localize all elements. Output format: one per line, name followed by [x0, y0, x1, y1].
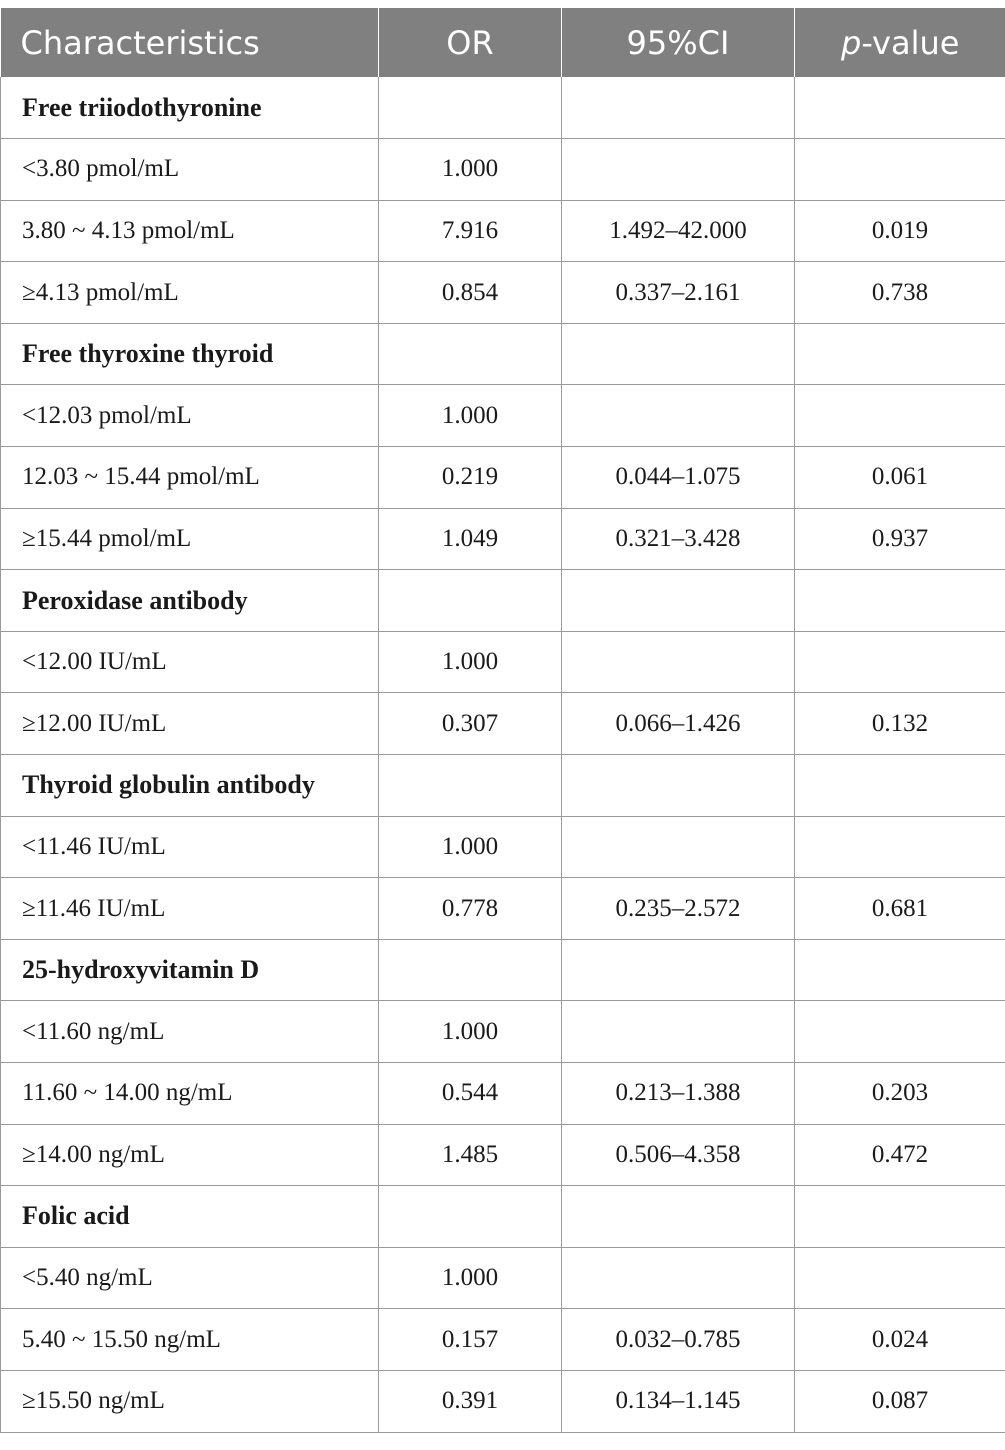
cell-ci [562, 1247, 795, 1309]
cell-p-value: 0.681 [795, 878, 1005, 940]
cell-ci [562, 139, 795, 201]
cell-ci: 0.066–1.426 [562, 693, 795, 755]
cell-or: 1.000 [379, 139, 562, 201]
table-row [1, 693, 1005, 755]
header-characteristics: Characteristics [1, 8, 379, 77]
cell-p-value: 0.132 [795, 693, 1005, 755]
cell-or: 1.485 [379, 1124, 562, 1186]
header-p-italic: p [841, 23, 862, 62]
cell-or: 1.000 [379, 1001, 562, 1063]
cell-p-value [795, 1001, 1005, 1063]
cell-p-value [795, 939, 1005, 1001]
cell-or: 0.778 [379, 878, 562, 940]
cell-ci [562, 755, 795, 817]
cell-ci [562, 385, 795, 447]
cell-ci: 0.134–1.145 [562, 1370, 795, 1432]
header-p-value [795, 8, 1005, 77]
cell-or [379, 323, 562, 385]
cell-characteristic: Free thyroxine thyroid [1, 323, 379, 385]
cell-characteristic: Free triiodothyronine [1, 77, 379, 139]
cell-p-value: 0.024 [795, 1309, 1005, 1371]
cell-p-value: 0.087 [795, 1370, 1005, 1432]
cell-or: 0.307 [379, 693, 562, 755]
table-row [1, 1124, 1005, 1186]
cell-or [379, 77, 562, 139]
cell-characteristic: ≥15.44 pmol/mL [1, 508, 379, 570]
cell-or: 1.000 [379, 631, 562, 693]
header-ci: 95%CI [562, 8, 795, 77]
table-row [1, 816, 1005, 878]
table-header [1, 8, 1005, 77]
cell-ci: 1.492–42.000 [562, 200, 795, 262]
cell-p-value: 0.937 [795, 508, 1005, 570]
cell-ci [562, 570, 795, 632]
cell-p-value [795, 631, 1005, 693]
cell-or [379, 755, 562, 817]
table-row [1, 200, 1005, 262]
cell-characteristic: 5.40 ~ 15.50 ng/mL [1, 1309, 379, 1371]
cell-or: 0.391 [379, 1370, 562, 1432]
table-row [1, 508, 1005, 570]
table-row [1, 878, 1005, 940]
cell-ci [562, 1186, 795, 1248]
group-header-row [1, 77, 1005, 139]
cell-p-value: 0.061 [795, 447, 1005, 509]
cell-p-value [795, 385, 1005, 447]
cell-ci [562, 816, 795, 878]
cell-characteristic: <12.03 pmol/mL [1, 385, 379, 447]
header-row [1, 8, 1005, 77]
cell-or [379, 939, 562, 1001]
cell-p-value [795, 1186, 1005, 1248]
cell-ci [562, 939, 795, 1001]
cell-or: 1.000 [379, 816, 562, 878]
header-p-rest: -value [861, 23, 960, 62]
table-row [1, 1309, 1005, 1371]
cell-p-value: 0.019 [795, 200, 1005, 262]
table-row [1, 1247, 1005, 1309]
cell-ci [562, 77, 795, 139]
cell-ci: 0.337–2.161 [562, 262, 795, 324]
group-header-row [1, 570, 1005, 632]
cell-characteristic: 12.03 ~ 15.44 pmol/mL [1, 447, 379, 509]
group-header-row [1, 939, 1005, 1001]
cell-p-value [795, 570, 1005, 632]
cell-characteristic: ≥12.00 IU/mL [1, 693, 379, 755]
cell-characteristic: 25-hydroxyvitamin D [1, 939, 379, 1001]
group-header-row [1, 755, 1005, 817]
cell-characteristic: <12.00 IU/mL [1, 631, 379, 693]
cell-ci: 0.235–2.572 [562, 878, 795, 940]
cell-ci [562, 631, 795, 693]
cell-or: 1.049 [379, 508, 562, 570]
cell-ci: 0.321–3.428 [562, 508, 795, 570]
cell-or: 7.916 [379, 200, 562, 262]
cell-p-value [795, 139, 1005, 201]
cell-p-value [795, 755, 1005, 817]
cell-ci: 0.044–1.075 [562, 447, 795, 509]
cell-characteristic: <3.80 pmol/mL [1, 139, 379, 201]
cell-characteristic: <5.40 ng/mL [1, 1247, 379, 1309]
cell-p-value [795, 1247, 1005, 1309]
cell-or [379, 570, 562, 632]
cell-or: 0.854 [379, 262, 562, 324]
group-header-row [1, 323, 1005, 385]
group-header-row [1, 1186, 1005, 1248]
cell-ci: 0.032–0.785 [562, 1309, 795, 1371]
cell-or: 0.219 [379, 447, 562, 509]
cell-characteristic: Folic acid [1, 1186, 379, 1248]
cell-characteristic: 3.80 ~ 4.13 pmol/mL [1, 200, 379, 262]
table-row [1, 262, 1005, 324]
cell-or: 0.544 [379, 1063, 562, 1125]
cell-characteristic: ≥14.00 ng/mL [1, 1124, 379, 1186]
cell-characteristic: 11.60 ~ 14.00 ng/mL [1, 1063, 379, 1125]
cell-characteristic: ≥11.46 IU/mL [1, 878, 379, 940]
cell-p-value: 0.472 [795, 1124, 1005, 1186]
table-row [1, 1370, 1005, 1432]
table-row [1, 1063, 1005, 1125]
cell-or [379, 1186, 562, 1248]
table-body [1, 77, 1005, 1432]
cell-characteristic: ≥4.13 pmol/mL [1, 262, 379, 324]
cell-characteristic: <11.46 IU/mL [1, 816, 379, 878]
cell-characteristic: Peroxidase antibody [1, 570, 379, 632]
cell-ci [562, 323, 795, 385]
cell-characteristic: Thyroid globulin antibody [1, 755, 379, 817]
header-or: OR [379, 8, 562, 77]
cell-or: 1.000 [379, 1247, 562, 1309]
cell-p-value [795, 77, 1005, 139]
cell-characteristic: <11.60 ng/mL [1, 1001, 379, 1063]
cell-p-value: 0.738 [795, 262, 1005, 324]
table-row [1, 139, 1005, 201]
cell-or: 1.000 [379, 385, 562, 447]
cell-ci: 0.506–4.358 [562, 1124, 795, 1186]
cell-ci [562, 1001, 795, 1063]
cell-p-value [795, 816, 1005, 878]
table-row [1, 447, 1005, 509]
cell-or: 0.157 [379, 1309, 562, 1371]
cell-ci: 0.213–1.388 [562, 1063, 795, 1125]
cell-p-value [795, 323, 1005, 385]
table-row [1, 1001, 1005, 1063]
table-row [1, 631, 1005, 693]
table-row [1, 385, 1005, 447]
cell-characteristic: ≥15.50 ng/mL [1, 1370, 379, 1432]
cell-p-value: 0.203 [795, 1063, 1005, 1125]
results-table [0, 8, 1005, 1433]
